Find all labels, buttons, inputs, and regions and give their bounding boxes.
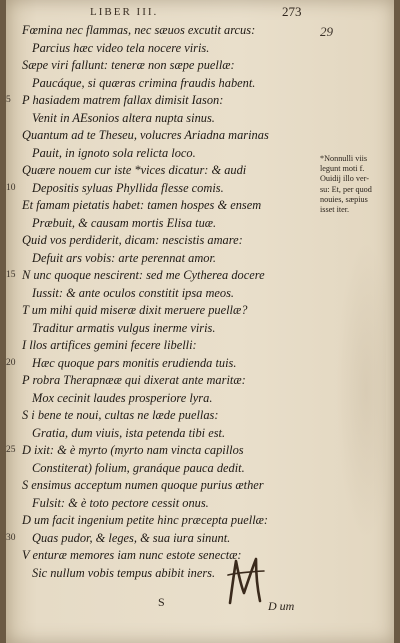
- margin-note-line: legunt moti f.: [320, 164, 365, 174]
- verse-text: Constiterat) folium, granáque pauca dedit.: [32, 460, 245, 475]
- verse-line: [6, 215, 316, 233]
- verse-text: Quære nouem cur iste *vices dicatur: & audi: [22, 163, 247, 177]
- verse-line: [6, 337, 316, 355]
- verse-text: Parcius hæc video tela nocere viris.: [32, 40, 210, 55]
- line-number: 15: [6, 270, 16, 280]
- handwritten-mark-icon: [224, 553, 270, 609]
- verse-line: [6, 407, 316, 425]
- verse-text: Depositis syluas Phyllida flesse comis.: [32, 180, 224, 195]
- line-number: 10: [6, 182, 16, 193]
- verse-text: S i bene te noui, cultas ne læde puellas:: [22, 408, 219, 422]
- page-number: 273: [282, 4, 302, 19]
- margin-note: [320, 154, 392, 215]
- verse-line: [6, 425, 316, 443]
- verse-line: [6, 127, 316, 145]
- verse-line: [6, 495, 316, 513]
- verse-line: [6, 145, 316, 163]
- verse-line: [6, 22, 316, 40]
- verse-text: D um facit ingenium petite hinc præcepta puellæ:: [22, 513, 269, 527]
- margin-note-line: nouies, sæpius: [320, 194, 368, 204]
- verse-text-block: [6, 22, 316, 582]
- ink-bleed-shadow: [336, 240, 386, 540]
- verse-text: Gratia, dum viuis, ista petenda tibi est.: [32, 425, 226, 440]
- verse-text: I llos artifices gemini fecere libelli:: [22, 338, 197, 352]
- line-number: 5: [6, 95, 11, 105]
- verse-text: Et famam pietatis habet: tamen hospes & ensem: [22, 198, 262, 212]
- verse-line: [6, 180, 316, 198]
- verse-line: [6, 302, 316, 320]
- verse-line: [6, 477, 316, 495]
- book-page: [6, 0, 394, 643]
- verse-text: D ixit: & è myrto (myrto nam vincta capillos: [22, 443, 244, 457]
- verse-line: [6, 40, 316, 58]
- verse-text: Fulsit: & è toto pectore cessit onus.: [32, 495, 209, 510]
- verse-text: P robra Therapnææ qui dixerat ante maritæ:: [22, 373, 246, 387]
- verse-text: T um mihi quid miseræ dixit meruere puellæ?: [22, 303, 248, 317]
- verse-line: [6, 320, 316, 338]
- verse-text: Defuit ars vobis: arte perennat amor.: [32, 250, 217, 265]
- signature-mark: S: [158, 595, 165, 609]
- manuscript-number: 29: [320, 24, 333, 39]
- verse-line: [6, 390, 316, 408]
- margin-note-line: su: Et, per quod: [320, 184, 372, 194]
- verse-line: [6, 197, 316, 215]
- margin-note-line: isset iter.: [320, 205, 350, 215]
- verse-text: Traditur armatis vulgus inerme viris.: [32, 320, 216, 335]
- verse-line: [6, 372, 316, 390]
- verse-text: Sæpe viri fallunt: teneræ non sæpe puellæ:: [22, 58, 235, 72]
- verse-text: Hæc quoque pars monitis erudienda tuis.: [32, 355, 237, 370]
- margin-note-line: *Nonnulli viis: [320, 154, 368, 163]
- verse-line: [6, 75, 316, 93]
- verse-text: N unc quoque nescirent: sed me Cytherea docere: [22, 268, 265, 282]
- verse-text: Paucáque, si quæras crimina fraudis habent.: [32, 75, 256, 90]
- verse-line: [6, 267, 316, 285]
- verse-text: Iussit: & ante oculos constitit ipsa meos.: [32, 285, 235, 300]
- running-head: LIBER III.: [90, 6, 159, 18]
- verse-text: Præbuit, & causam mortis Elisa tuæ.: [32, 215, 217, 230]
- page-footer: [6, 595, 394, 635]
- verse-line: [6, 92, 316, 110]
- verse-line: [6, 250, 316, 268]
- verse-text: Quantum ad te Theseu, volucres Ariadna marinas: [22, 128, 269, 142]
- verse-line: [6, 57, 316, 75]
- verse-line: [6, 355, 316, 373]
- line-number: 30: [6, 532, 16, 543]
- verse-line: [6, 442, 316, 460]
- verse-text: Sic nullum vobis tempus abibit iners.: [32, 565, 216, 580]
- verse-text: Fœmina nec flammas, nec sæuos excutit arcus:: [22, 23, 256, 37]
- verse-text: Mox cecinit laudes prosperiore lyra.: [32, 390, 213, 405]
- verse-line: [6, 530, 316, 548]
- verse-line: [6, 285, 316, 303]
- verse-line: [6, 460, 316, 478]
- line-number: 25: [6, 445, 16, 455]
- line-number: 20: [6, 357, 16, 368]
- verse-text: Quas pudor, & leges, & sua iura sinunt.: [32, 530, 231, 545]
- verse-line: [6, 512, 316, 530]
- verse-text: Quid vos perdiderit, dicam: nescistis amare:: [22, 233, 243, 247]
- verse-text: Pauit, in ignoto sola relicta loco.: [32, 145, 196, 160]
- verse-line: [6, 232, 316, 250]
- margin-note-line: Ouidij illo ver-: [320, 174, 369, 184]
- verse-text: V enturæ memores iam nunc estote senectæ:: [22, 548, 242, 562]
- verse-text: S ensimus acceptum numen quoque purius æther: [22, 478, 264, 492]
- verse-line: [6, 110, 316, 128]
- verse-text: Venit in AEsonios altera nupta sinus.: [32, 110, 215, 125]
- verse-text: P hasiadem matrem fallax dimisit Iason:: [22, 93, 224, 107]
- catchword: D um: [268, 599, 295, 613]
- verse-line: [6, 162, 316, 180]
